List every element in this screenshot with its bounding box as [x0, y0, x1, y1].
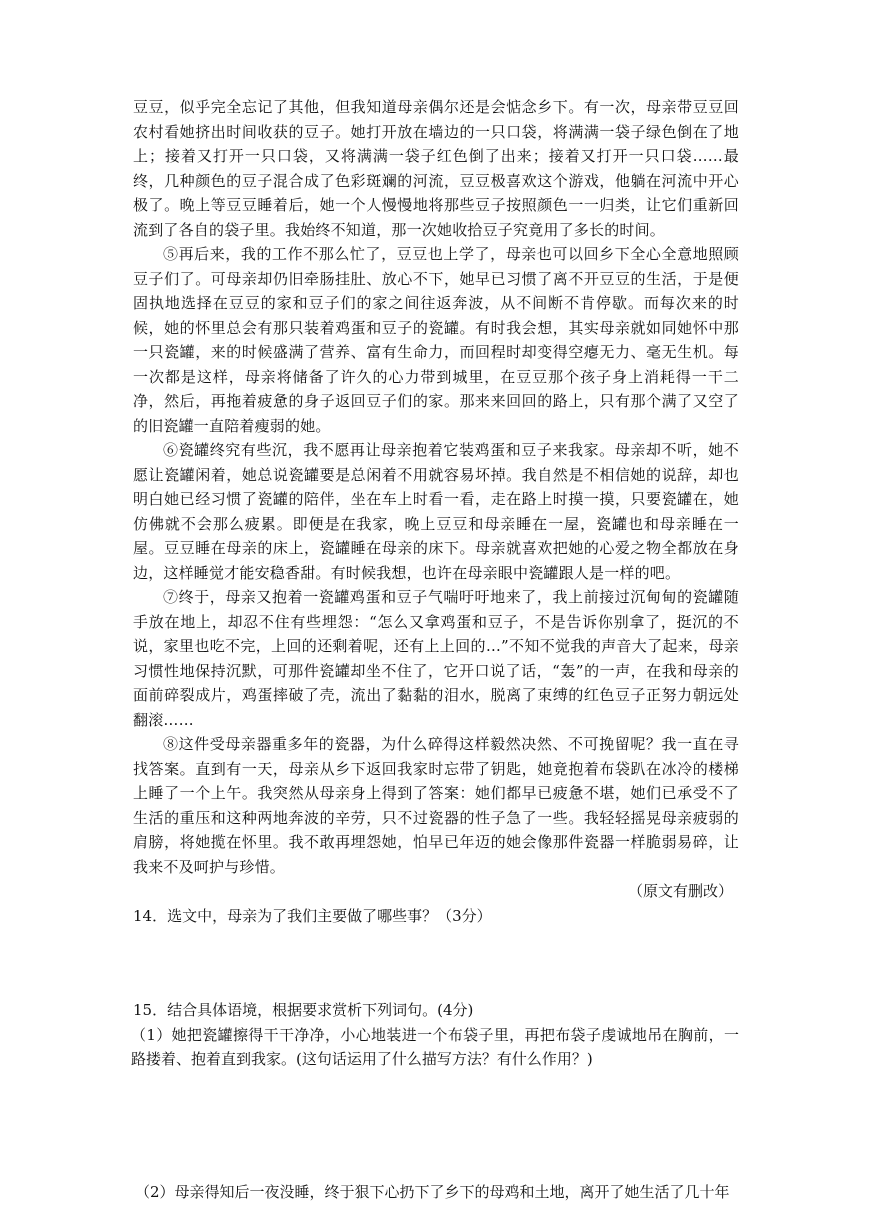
- passage-paragraph-5: ⑤再后来，我的工作不那么忙了，豆豆也上学了，母亲也可以回乡下全心全意地照顾豆子们了。可母亲却仍旧牵肠挂肚、放心不下，她早已习惯了离不开豆豆的生活，于是便固执地选择在豆豆的家和豆子们的家之间往返奔波，从不间断不肯停歇。而每次来的时候，她的怀里总会有那只装着鸡蛋和豆子的瓷罐。有时我会想，其实母亲就如同她怀中那一只瓷罐，来的时候盛满了营养、富有生命力，而回程时却变得空瘪无力、毫无生机。每一次都是这样，母亲将储备了许久的心力带到城里，在豆豆那个孩子身上消耗得一干二净，然后，再拖着疲惫的身子返回豆子们的家。那来来回回的路上，只有那个满了又空了的旧瓷罐一直陪着瘦弱的她。: [133, 245, 739, 435]
- question-15-part-1: （1）她把瓷罐擦得干干净净，小心地装进一个布袋子里，再把布袋子虔诚地吊在胸前，一路搂着、抱着直到我家。(这句话运用了什么描写方法？有什么作用？): [131, 1025, 739, 1068]
- question-15-part-2: （2）母亲得知后一夜没睡，终于狠下心扔下了乡下的母鸡和土地，离开了她生活了几十年: [135, 1182, 730, 1201]
- question-14: 14．选文中，母亲为了我们主要做了哪些事？（3分）: [133, 906, 492, 925]
- answer-space-15-1[interactable]: [133, 1072, 739, 1180]
- passage-paragraph-6: ⑥瓷罐终究有些沉，我不愿再让母亲抱着它装鸡蛋和豆子来我家。母亲却不听，她不愿让瓷罐闲着，她总说瓷罐要是总闲着不用就容易坏掉。我自然是不相信她的说辞，却也明白她已经习惯了瓷罐的陪伴，坐在车上时看一看，走在路上时摸一摸，只要瓷罐在，她仿佛就不会那么疲累。即便是在我家，晚上豆豆和母亲睡在一屋，瓷罐也和母亲睡在一屋。豆豆睡在母亲的床上，瓷罐睡在母亲的床下。母亲就喜欢把她的心爱之物全都放在身边，这样睡觉才能安稳香甜。有时候我想，也许在母亲眼中瓷罐跟人是一样的吧。: [133, 441, 739, 582]
- answer-space-14[interactable]: [133, 928, 739, 998]
- question-15: 15．结合具体语境，根据要求赏析下列词句。(4分): [133, 1001, 474, 1019]
- source-note: （原文有删改）: [627, 882, 733, 900]
- passage-paragraph-7: ⑦终于，母亲又抱着一瓷罐鸡蛋和豆子气喘吁吁地来了，我上前接过沉甸甸的瓷罐随手放在地上，却忍不住有些埋怨：“怎么又拿鸡蛋和豆子，不是告诉你别拿了，挺沉的不说，家里也吃不完，上回的还剩着呢，还有上上回的…”不知不觉我的声音大了起来，母亲习惯性地保持沉默，可那件瓷罐却坐不住了，它开口说了话，“轰”的一声，在我和母亲的面前碎裂成片，鸡蛋摔破了壳，流出了黏黏的泪水，脱离了束缚的红色豆子正努力朝远处翻滚……: [133, 588, 739, 729]
- passage-paragraph-8: ⑧这件受母亲器重多年的瓷器，为什么碎得这样毅然决然、不可挽留呢？我一直在寻找答案。直到有一天，母亲从乡下返回我家时忘带了钥匙，她竟抱着布袋趴在冰冷的楼梯上睡了一个上午。我突然从母亲身上得到了答案：她们都早已疲惫不堪，她们已承受不了生活的重压和这种两地奔波的辛劳，只不过瓷器的性子急了一些。我轻轻摇晃母亲疲弱的肩膀，将她揽在怀里。我不敢再埋怨她，怕早已年迈的她会像那件瓷器一样脆弱易碎，让我来不及呵护与珍惜。: [133, 735, 739, 876]
- document-page: [133, 95, 739, 1204]
- passage-paragraph-intro: 豆豆，似乎完全忘记了其他，但我知道母亲偶尔还是会惦念乡下。有一次，母亲带豆豆回农村看她挤出时间收获的豆子。她打开放在墙边的一只口袋，将满满一袋子绿色倒在了地上；接着又打开一只口袋，又将满满一袋子红色倒了出来；接着又打开一只口袋……最终，几种颜色的豆子混合成了色彩斑斓的河流，豆豆极喜欢这个游戏，他躺在河流中开心极了。晚上等豆豆睡着后，她一个人慢慢地将那些豆子按照颜色一一归类，让它们重新回流到了各自的袋子里。我始终不知道，那一次她收拾豆子究竟用了多长的时间。: [133, 98, 739, 239]
